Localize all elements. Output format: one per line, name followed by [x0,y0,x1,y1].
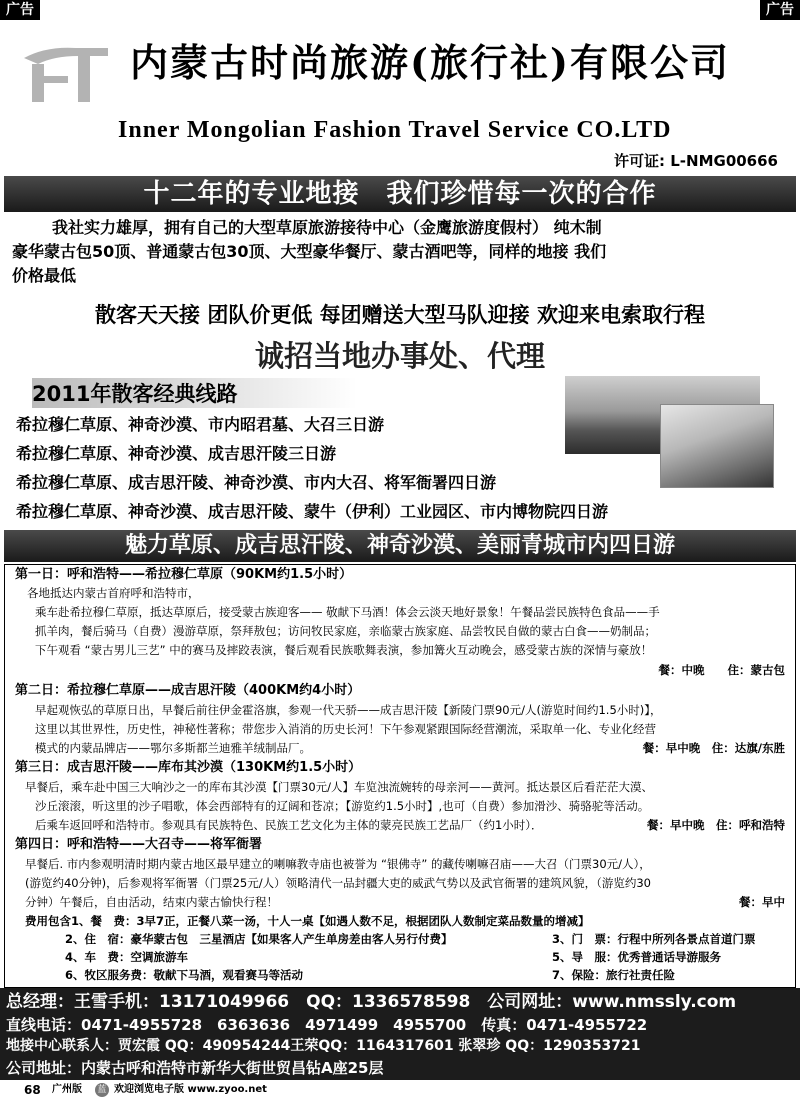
ad-label-right: 广告 [760,0,800,20]
fee-line: 7、保险：旅行社责任险 [552,968,676,982]
route-item: 希拉穆仁草原、神奇沙漠、市内昭君墓、大召三日游 [16,415,385,434]
company-name-en: Inner Mongolian Fashion Travel Service CO.LTD [118,117,672,143]
slogan: 散客天天接 团队价更低 每团赠送大型马队迎接 欢迎来电索取行程 [95,302,705,327]
day1-line: 各地抵达内蒙古首府呼和浩特市， [27,586,200,600]
day2-line: 早起观恢弘的草原日出，早餐后前往伊金霍洛旗，参观一代天骄——成吉思汗陵【新陵门票90元/人(游览时间约1.5小时)】， [35,703,662,717]
company-name-cn: 内蒙古时尚旅游(旅行社)有限公司 [130,40,730,85]
fee-line: 4、车 费：空调旅游车 [65,950,189,964]
day3-line: 沙丘滚滚，听这里的沙子唱歌，体会西部特有的辽阔和苍凉；【游览约1.5小时】,也可（自费）参加滑沙、骑骆驼等活动。 [35,799,650,813]
page-footer [0,1080,800,1100]
day2-meal: 餐：早中晚 住：达旗/东胜 [642,741,785,755]
liaison-line: 地接中心联系人：贾宏霞 QQ：490954244王荣QQ：1164317601 张翠珍 QQ：1290353721 [6,1038,641,1054]
site-link[interactable]: 欢迎浏览电子版 www.zyoo.net [114,1084,267,1095]
route-item: 希拉穆仁草原、神奇沙漠、成吉思汗陵、蒙牛（伊利）工业园区、市内博物院四日游 [16,502,609,521]
headline-banner: 十二年的专业地接 我们珍惜每一次的合作 [4,176,796,212]
day4-line: 早餐后. 市内参观明清时期内蒙古地区最早建立的喇嘛教寺庙也被誉为 “银佛寺” 的藏传喇嘛召庙——大召（门票30元/人）， [25,857,651,871]
fee-line: 费用包含1、餐 费：3早7正，正餐八菜一汤，十人一桌【如遇人数不足，根据团队人数制定菜品数量的增减】 [25,914,590,928]
contact-block [0,988,800,1080]
page-number: 68 [24,1083,41,1097]
company-logo-icon [16,38,116,108]
edition-label: 广州版 [52,1084,82,1095]
day3-line: 早餐后，乘车赴中国三大响沙之一的库布其沙漠【门票30元/人】车览浊流婉转的母亲河——黄河。抵达景区后看茫茫大漠、 [25,780,654,794]
itinerary-box [4,564,796,988]
day2-line: 这里以其世界性，历史性，神秘性著称；带您步入消消的历史长河！下午参观紧跟国际经营潮流，采取单一化、专业化经营 [35,722,656,736]
routes-title: 2011年散客经典线路 [32,378,357,408]
address-line: 公司地址：内蒙古呼和浩特市新华大街世贸昌钻A座25层 [6,1059,384,1077]
intro-line: 我社实力雄厚，拥有自己的大型草原旅游接待中心（金鹰旅游度假村） 纯木制 [52,218,602,237]
day1-line: 抓羊肉，餐后骑马（自费）漫游草原，祭拜敖包；访问牧民家庭，亲临蒙古族家庭、品尝牧民自做的蒙古白食——奶制品； [35,624,656,638]
day1-line: 下午观看 “蒙古男儿三艺” 中的赛马及摔跤表演，餐后观看民族歌舞表演，参加篝火互动晚会，感受蒙古族的深情与豪放！ [35,643,653,657]
intro-paragraph [12,216,788,288]
day3-title: 第三日：成吉思汗陵——库布其沙漠（130KM约1.5小时） [15,760,362,775]
day3-line: 后乘车返回呼和浩特市。参观具有民族特色、民族工艺文化为主体的蒙亮民族工艺品厂（约1小时）． [35,818,543,832]
recruit-heading: 诚招当地办事处、代理 [254,339,545,373]
license-number: 许可证: L-NMG00666 [614,152,778,170]
fee-line: 6、牧区服务费：敬献下马酒，观看赛马等活动 [65,968,303,982]
day3-meal: 餐：早中晚 住：呼和浩特 [647,818,785,832]
phone-line: 直线电话：0471-4955728 6363636 4971499 4955700 传真：0471-4955722 [6,1016,648,1034]
ad-label-left: 广告 [0,0,40,20]
day1-title: 第一日：呼和浩特——希拉穆仁草原（90KM约1.5小时） [15,567,353,582]
route-item: 希拉穆仁草原、成吉思汗陵、神奇沙漠、市内大召、将军衙署四日游 [16,473,497,492]
desert-photo [660,404,774,488]
route-item: 希拉穆仁草原、神奇沙漠、成吉思汗陵三日游 [16,444,337,463]
manager-line: 总经理：王雪手机：13171049966 QQ：1336578598 公司网址：www.nmssly.com [6,992,737,1012]
edition-badge: 蓝 [95,1083,109,1097]
day2-line: 模式的内蒙品牌店——鄂尔多斯都兰迪雅羊绒制品厂。 [35,741,311,755]
day4-line: 分钟）午餐后，自由活动，结束内蒙古愉快行程！ [25,895,278,909]
day4-title: 第四日：呼和浩特——大召寺——将军衙署 [15,837,263,852]
intro-line: 价格最低 [12,266,77,285]
day1-meal: 餐：中晚 住：蒙古包 [658,663,785,677]
fee-line: 3、门 票：行程中所列各景点首道门票 [552,932,756,946]
tour-title-banner: 魅力草原、成吉思汗陵、神奇沙漠、美丽青城市内四日游 [4,530,796,562]
fee-line: 5、导 服：优秀普通话导游服务 [552,950,721,964]
intro-line: 豪华蒙古包50顶、普通蒙古包30顶、大型豪华餐厅、蒙古酒吧等，同样的地接 我们 [12,242,607,261]
day1-line: 乘车赴希拉穆仁草原，抵达草原后，接受蒙古族迎客—— 敬献下马酒！体会云淡天地好景象！午餐品尝民族特色食品——手 [35,605,660,619]
fee-line: 2、住 宿：豪华蒙古包 三星酒店【如果客人产生单房差由客人另行付费】 [65,932,453,946]
day2-title: 第二日：希拉穆仁草原——成吉思汗陵（400KM约4小时） [15,683,361,698]
day4-line: (游览约40分钟)，后参观将军衙署（门票25元/人）领略清代一品封疆大吏的威武气势以及武官衙署的建筑风貌，（游览约30 [25,876,651,890]
day4-meal: 餐：早中 [739,895,785,909]
